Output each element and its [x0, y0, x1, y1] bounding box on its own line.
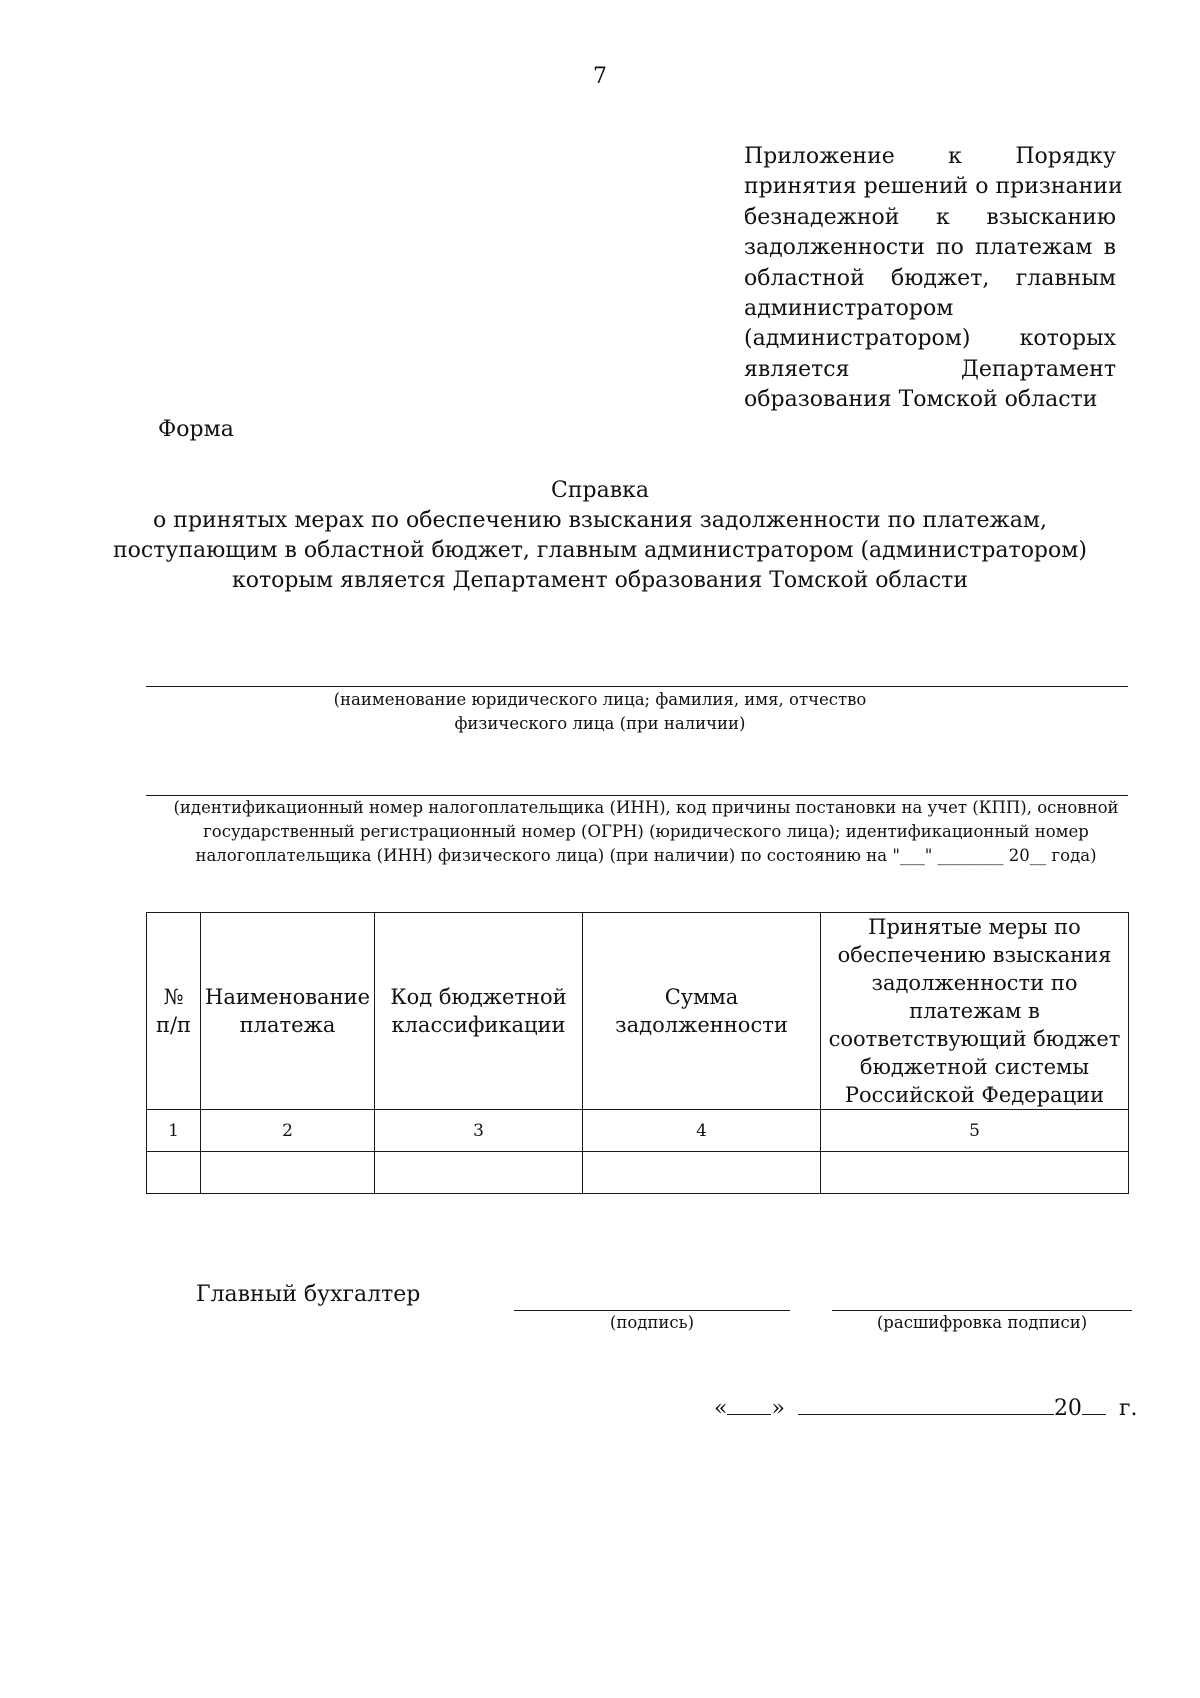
header-cell-number: № п/п	[147, 913, 201, 1110]
header-cell-debt-amount: Сумма задолженности	[583, 913, 821, 1110]
table-cell[interactable]	[201, 1152, 375, 1194]
form-label: Форма	[158, 417, 234, 442]
header-cell-measures: Принятые меры по обеспечению взыскания задолженности по платежам в соответствующий бюджет бюджетной системы Российской Федерации	[821, 913, 1129, 1110]
title-line: о принятых мерах по обеспечению взыскания задолженности по платежам,	[153, 508, 1047, 533]
inn-caption: (идентификационный номер налогоплательщика (ИНН), код причины постановки на учет (КПП), основной государственный регистрационный номер (ОГРН) (юридического лица); идентификационный номер налогоплательщика (ИНН) физического лица) (при наличии) по состоянию на "___" ________ 20__ года)	[173, 798, 1119, 865]
table-header-row	[147, 913, 1129, 1110]
date-year-line[interactable]	[1082, 1392, 1106, 1415]
document-title	[0, 476, 1200, 596]
column-number: 5	[821, 1110, 1129, 1152]
signature-decode-line[interactable]	[832, 1310, 1132, 1311]
header-cell-budget-code: Код бюджетной классификации	[375, 913, 583, 1110]
column-number: 2	[201, 1110, 375, 1152]
appendix-line: безнадежной к взысканию	[744, 204, 1116, 230]
appendix-line: администратором	[744, 295, 954, 321]
appendix-block	[744, 142, 1123, 416]
appendix-line: является Департамент	[744, 356, 1116, 382]
signature-caption: (подпись)	[609, 1313, 695, 1332]
date-month-line[interactable]	[798, 1392, 1054, 1415]
entity-name-field-line[interactable]	[146, 686, 1128, 687]
measures-table	[146, 912, 1129, 1194]
column-number: 4	[583, 1110, 821, 1152]
column-number: 3	[375, 1110, 583, 1152]
date-field	[714, 1392, 1137, 1421]
title-line: поступающим в областной бюджет, главным администратором (администратором)	[113, 538, 1087, 563]
date-close-quote: »	[771, 1396, 785, 1421]
appendix-line: задолженности по платежам в	[744, 235, 1116, 261]
appendix-line: областной бюджет, главным	[744, 265, 1116, 291]
column-number: 1	[147, 1110, 201, 1152]
date-year-prefix: 20	[1053, 1396, 1082, 1421]
table-cell[interactable]	[375, 1152, 583, 1194]
header-cell-payment-name: Наименование платежа	[201, 913, 375, 1110]
appendix-line: принятия решений о признании	[744, 174, 1123, 200]
table-cell[interactable]	[821, 1152, 1129, 1194]
table-cell[interactable]	[583, 1152, 821, 1194]
title-line: которым является Департамент образования Томской области	[231, 568, 968, 593]
appendix-line: Приложение к Порядку	[744, 144, 1116, 169]
table-column-number-row	[147, 1110, 1129, 1152]
date-day-line[interactable]	[727, 1392, 771, 1415]
chief-accountant-label: Главный бухгалтер	[196, 1282, 421, 1307]
signature-decode-caption: (расшифровка подписи)	[876, 1313, 1088, 1332]
page-number: 7	[593, 64, 607, 89]
table-cell[interactable]	[147, 1152, 201, 1194]
entity-name-caption: (наименование юридического лица; фамилия, имя, отчество физического лица (при наличии)	[333, 690, 867, 733]
appendix-line: (администратором) которых	[744, 326, 1116, 352]
title-heading: Справка	[551, 478, 649, 503]
appendix-line: образования Томской области	[744, 387, 1098, 413]
date-open-quote: «	[714, 1396, 728, 1421]
signature-line[interactable]	[514, 1310, 790, 1311]
table-row	[147, 1152, 1129, 1194]
date-year-suffix: г.	[1118, 1396, 1138, 1421]
